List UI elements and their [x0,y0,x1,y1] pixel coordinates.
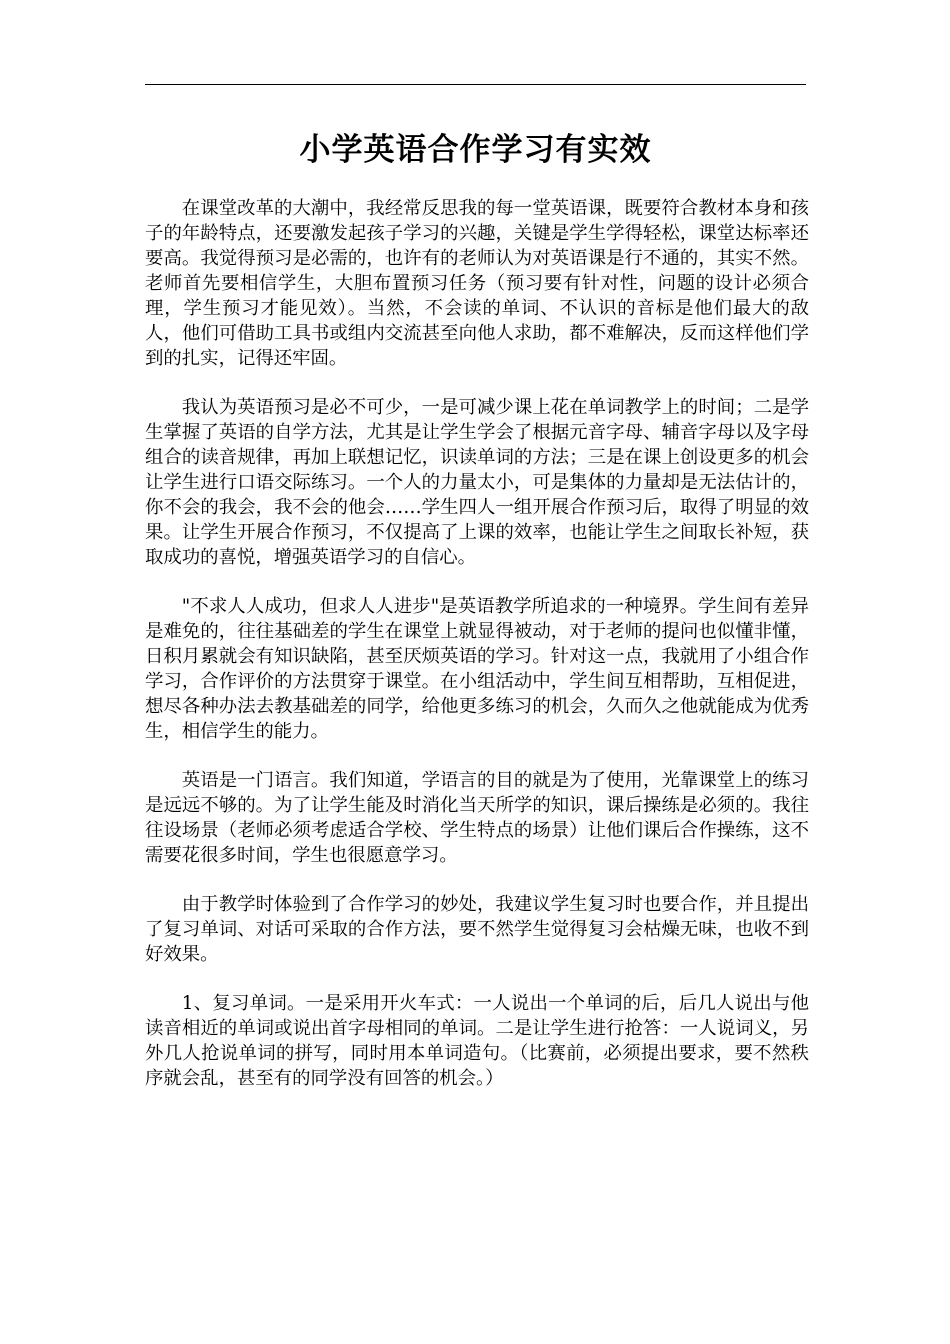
header-rule [145,84,806,85]
paragraph-2: 我认为英语预习是必不可少，一是可减少课上花在单词教学上的时间；二是学生掌握了英语的自学方法，尤其是让学生学会了根据元音字母、辅音字母以及字母组合的读音规律，再加上联想记忆，识读单词的方法；三是在课上创设更多的机会让学生进行口语交际练习。一个人的力量太小，可是集体的力量却是无法估计的，你不会的我会，我不会的他会……学生四人一组开展合作预习后，取得了明显的效果。让学生开展合作预习，不仅提高了上课的效率，也能让学生之间取长补短，获取成功的喜悦，增强英语学习的自信心。 [145,397,809,568]
document-title: 小学英语合作学习有实效 [299,132,652,168]
paragraph-1: 在课堂改革的大潮中，我经常反思我的每一堂英语课，既要符合教材本身和孩子的年龄特点，还要激发起孩子学习的兴趣，关键是学生学得轻松，课堂达标率还要高。我觉得预习是必需的，也许有的老师认为对英语课是行不通的，其实不然。老师首先要相信学生，大胆布置预习任务（预习要有针对性，问题的设计必须合理，学生预习才能见效）。当然，不会读的单词、不认识的音标是他们最大的敌人，他们可借助工具书或组内交流甚至向他人求助，都不难解决，反而这样他们学到的扎实，记得还牢固。 [145,198,809,369]
paragraph-5: 由于教学时体验到了合作学习的妙处，我建议学生复习时也要合作，并且提出了复习单词、对话可采取的合作方法，要不然学生觉得复习会枯燥无味，也收不到好效果。 [145,894,809,965]
paragraph-6: 1、复习单词。一是采用开火车式：一人说出一个单词的后，后几人说出与他读音相近的单词或说出首字母相同的单词。二是让学生进行抢答：一人说词义，另外几人抢说单词的拼写，同时用本单词造句。（比赛前，必须提出要求，要不然秩序就会乱，甚至有的同学没有回答的机会。） [145,993,809,1089]
paragraph-3: "不求人人成功，但求人人进步"是英语教学所追求的一种境界。学生间有差异是难免的，往往基础差的学生在课堂上就显得被动，对于老师的提问也似懂非懂，日积月累就会有知识缺陷，甚至厌烦英语的学习。针对这一点，我就用了小组合作学习，合作评价的方法贯穿于课堂。在小组活动中，学生间互相帮助，互相促进，想尽各种办法去教基础差的同学，给他更多练习的机会，久而久之他就能成为优秀生，相信学生的能力。 [145,596,809,742]
paragraph-4: 英语是一门语言。我们知道，学语言的目的就是为了使用，光靠课堂上的练习是远远不够的。为了让学生能及时消化当天所学的知识，课后操练是必须的。我往往设场景（老师必须考虑适合学校、学生特点的场景）让他们课后合作操练，这不需要花很多时间，学生也很愿意学习。 [145,770,809,866]
document-body [145,196,809,1115]
